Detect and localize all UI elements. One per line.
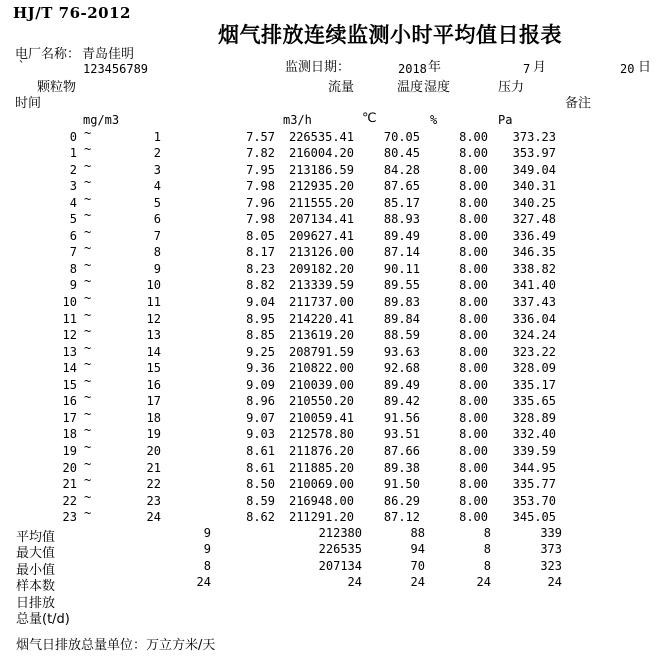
cell-to: 8 [153, 245, 161, 260]
table-row [0, 357, 656, 378]
cell-temp: 89.83 [383, 295, 420, 309]
range-separator: ~ [84, 175, 92, 190]
cell-flow: 216948.00 [288, 493, 354, 508]
cell-hum: 8.00 [459, 510, 488, 525]
cell-flow: 212578.80 [288, 427, 354, 442]
cell-from: 9 [69, 278, 77, 293]
standard-code: HJ/T 76-2012 [13, 4, 131, 22]
cell-to: 6 [153, 212, 161, 227]
cell-to: 20 [146, 443, 161, 458]
summary-row [0, 526, 656, 543]
cell-pm: 8.62 [246, 510, 275, 525]
plant-code: 123456789 [83, 62, 149, 76]
cell-pres: 335.77 [512, 477, 556, 492]
summary-cell-pm: 9 [203, 525, 211, 540]
cell-hum: 8.00 [459, 410, 488, 425]
cell-pres: 340.25 [512, 195, 556, 210]
range-separator: ~ [84, 439, 92, 454]
cell-pm: 8.23 [246, 261, 275, 276]
cell-pres: 340.31 [512, 179, 556, 194]
cell-temp: 70.05 [383, 129, 420, 144]
table-row [0, 307, 656, 329]
cell-pm: 7.98 [246, 179, 275, 194]
summary-cell-hum: 8 [483, 525, 491, 540]
cell-hum: 8.00 [459, 443, 488, 458]
summary-cell-hum: 8 [483, 542, 491, 557]
cell-pm: 7.98 [246, 212, 275, 227]
cell-flow: 213186.59 [288, 162, 354, 177]
cell-from: 17 [62, 410, 77, 425]
range-separator: ~ [84, 373, 92, 388]
table-row [0, 142, 656, 163]
stray-backtick: ` [18, 59, 26, 73]
cell-hum: 8.00 [459, 493, 488, 508]
table-row [0, 390, 656, 411]
summary-row [0, 608, 656, 628]
monitor-date-month: 7 [523, 62, 531, 76]
cell-from: 12 [62, 328, 77, 343]
cell-to: 2 [153, 146, 161, 161]
cell-temp: 89.84 [383, 311, 420, 326]
cell-flow: 210069.00 [288, 477, 354, 492]
plant-name-label: 电厂名称： [15, 47, 81, 62]
cell-to: 4 [153, 179, 161, 194]
monitor-date-label: 监测日期： [285, 60, 351, 75]
cell-flow: 211885.20 [288, 460, 354, 475]
cell-pm: 8.05 [246, 228, 275, 243]
cell-from: 6 [69, 228, 77, 243]
cell-pres: 344.95 [512, 460, 556, 475]
summary-cell-temp: 70 [410, 558, 425, 573]
cell-temp: 88.59 [383, 328, 420, 343]
cell-hum: 8.00 [459, 245, 488, 260]
monitor-date-month-unit: 月 [533, 60, 547, 75]
cell-pres: 332.40 [512, 427, 556, 442]
cell-flow: 211876.20 [288, 443, 354, 458]
cell-from: 18 [62, 427, 77, 442]
summary-cell-flow: 212380 [318, 525, 362, 540]
cell-pm: 7.82 [246, 146, 275, 161]
summary-cell-flow: 207134 [318, 558, 362, 573]
cell-hum: 8.00 [459, 278, 488, 293]
table-row [0, 274, 656, 295]
monitor-date-day-unit: 日 [638, 60, 652, 75]
cell-pm: 8.50 [246, 477, 275, 492]
cell-hum: 8.00 [459, 162, 488, 177]
table-row [0, 324, 656, 345]
cell-to: 15 [146, 361, 161, 376]
range-separator: ~ [84, 390, 92, 405]
summary-cell-temp: 24 [410, 575, 425, 590]
cell-hum: 8.00 [459, 179, 488, 194]
summary-cell-hum: 8 [483, 558, 491, 573]
plant-name-value: 青岛佳明 [82, 47, 135, 62]
cell-temp: 80.45 [383, 146, 420, 161]
cell-pm: 8.17 [246, 245, 275, 260]
range-separator: ~ [84, 340, 92, 355]
cell-flow: 212935.20 [288, 179, 354, 194]
cell-from: 7 [69, 245, 77, 260]
table-row [0, 208, 656, 229]
range-separator: ~ [84, 406, 92, 421]
cell-hum: 8.00 [459, 394, 488, 409]
cell-temp: 86.29 [383, 493, 420, 508]
cell-hum: 8.00 [459, 477, 488, 492]
summary-cell-pm: 9 [203, 542, 211, 557]
summary-row [0, 592, 656, 609]
cell-to: 14 [146, 344, 161, 359]
cell-flow: 213126.00 [288, 245, 354, 260]
cell-to: 22 [146, 477, 161, 492]
unit-humidity: % [430, 113, 438, 127]
table-row [0, 456, 656, 478]
cell-temp: 91.56 [383, 410, 420, 425]
unit-particulate: mg/m3 [83, 113, 120, 127]
cell-temp: 87.12 [383, 510, 420, 525]
cell-hum: 8.00 [459, 311, 488, 326]
table-row [0, 125, 656, 147]
table-row [0, 340, 656, 362]
cell-pm: 9.36 [246, 361, 275, 376]
cell-hum: 8.00 [459, 295, 488, 309]
range-separator: ~ [84, 241, 92, 256]
cell-pres: 328.09 [512, 361, 556, 376]
cell-temp: 89.55 [383, 278, 420, 293]
summary-label: 平均值 [16, 529, 56, 545]
cell-to: 11 [146, 295, 161, 309]
cell-flow: 209627.41 [288, 228, 354, 243]
column-header-flow: 流量 [328, 80, 355, 95]
cell-pres: 339.59 [512, 443, 556, 458]
unit-pressure: Pa [498, 113, 513, 127]
cell-pm: 8.61 [246, 443, 275, 458]
cell-hum: 8.00 [459, 146, 488, 161]
cell-temp: 89.38 [383, 460, 420, 475]
report-title: 烟气排放连续监测小时平均值日报表 [218, 23, 562, 47]
cell-flow: 214220.41 [288, 311, 354, 326]
cell-to: 13 [146, 328, 161, 343]
summary-label: 样本数 [16, 579, 56, 595]
range-separator: ~ [84, 357, 92, 372]
table-row [0, 257, 656, 279]
range-separator: ~ [84, 125, 92, 140]
cell-from: 13 [62, 344, 77, 359]
cell-flow: 211737.00 [288, 295, 354, 309]
cell-from: 8 [69, 261, 77, 276]
cell-pres: 327.48 [512, 212, 556, 227]
range-separator: ~ [84, 324, 92, 339]
cell-temp: 91.50 [383, 477, 420, 492]
cell-to: 18 [146, 410, 161, 425]
cell-from: 2 [69, 162, 77, 177]
cell-hum: 8.00 [459, 228, 488, 243]
cell-pm: 7.57 [246, 129, 275, 144]
cell-pres: 341.40 [512, 278, 556, 293]
summary-cell-flow: 24 [347, 575, 362, 590]
cell-to: 17 [146, 394, 161, 409]
range-separator: ~ [84, 274, 92, 289]
cell-flow: 213339.59 [288, 278, 354, 293]
cell-from: 20 [62, 460, 77, 475]
cell-hum: 8.00 [459, 261, 488, 276]
cell-from: 14 [62, 361, 77, 376]
cell-flow: 209182.20 [288, 261, 354, 276]
cell-to: 16 [146, 377, 161, 392]
cell-from: 3 [69, 179, 77, 194]
cell-pm: 8.61 [246, 460, 275, 475]
cell-pres: 323.22 [512, 344, 556, 359]
cell-to: 19 [146, 427, 161, 442]
cell-pres: 349.04 [512, 162, 556, 177]
cell-temp: 93.51 [383, 427, 420, 442]
cell-from: 10 [62, 295, 77, 309]
cell-pm: 9.09 [246, 377, 275, 392]
range-separator: ~ [84, 208, 92, 223]
cell-pm: 9.07 [246, 410, 275, 425]
range-separator: ~ [84, 291, 92, 305]
range-separator: ~ [84, 456, 92, 471]
range-separator: ~ [84, 506, 92, 521]
cell-hum: 8.00 [459, 328, 488, 343]
cell-pm: 8.96 [246, 394, 275, 409]
cell-temp: 92.68 [383, 361, 420, 376]
summary-cell-pm: 8 [203, 558, 211, 573]
cell-flow: 211555.20 [288, 195, 354, 210]
cell-to: 24 [146, 510, 161, 525]
summary-cell-temp: 88 [410, 525, 425, 540]
summary-row [0, 542, 656, 562]
cell-pm: 7.96 [246, 195, 275, 210]
cell-pres: 353.97 [512, 146, 556, 161]
table-row [0, 175, 656, 196]
summary-row [0, 559, 656, 576]
range-separator: ~ [84, 257, 92, 272]
cell-flow: 210822.00 [288, 361, 354, 376]
footer-note: 烟气日排放总量单位：万立方米/天 [16, 638, 216, 653]
summary-cell-pres: 339 [540, 525, 562, 540]
cell-pm: 9.04 [246, 295, 275, 309]
cell-from: 23 [62, 510, 77, 525]
cell-temp: 89.49 [383, 228, 420, 243]
monitor-date-year: 2018 [398, 62, 427, 76]
summary-label: 最小值 [16, 562, 56, 578]
range-separator: ~ [84, 142, 92, 157]
cell-from: 22 [62, 493, 77, 508]
cell-from: 11 [62, 311, 77, 326]
cell-hum: 8.00 [459, 361, 488, 376]
table-row [0, 423, 656, 444]
cell-hum: 8.00 [459, 427, 488, 442]
cell-temp: 87.14 [383, 245, 420, 260]
summary-cell-hum: 24 [476, 575, 491, 590]
cell-to: 1 [153, 129, 161, 144]
summary-cell-pm: 24 [196, 575, 211, 590]
summary-cell-pres: 373 [540, 542, 562, 557]
cell-to: 10 [146, 278, 161, 293]
cell-hum: 8.00 [459, 460, 488, 475]
cell-flow: 210039.00 [288, 377, 354, 392]
unit-temperature: ℃ [362, 111, 377, 126]
column-header-time: 时间 [15, 96, 42, 111]
summary-cell-pres: 323 [540, 558, 562, 573]
cell-to: 7 [153, 228, 161, 243]
summary-label: 日排放 [16, 595, 56, 611]
column-header-temperature: 温度 [397, 80, 424, 95]
column-header-humidity: 湿度 [424, 80, 451, 95]
cell-to: 12 [146, 311, 161, 326]
summary-cell-flow: 226535 [318, 542, 362, 557]
cell-flow: 216004.20 [288, 146, 354, 161]
cell-pm: 7.95 [246, 162, 275, 177]
cell-from: 4 [69, 195, 77, 210]
table-row [0, 241, 656, 262]
table-row [0, 473, 656, 494]
cell-from: 1 [69, 146, 77, 161]
cell-pres: 328.89 [512, 410, 556, 425]
cell-from: 16 [62, 394, 77, 409]
cell-pres: 324.24 [512, 328, 556, 343]
table-row [0, 373, 656, 395]
range-separator: ~ [84, 224, 92, 239]
summary-row [0, 575, 656, 595]
cell-from: 5 [69, 212, 77, 227]
summary-cell-pres: 24 [547, 575, 562, 590]
cell-to: 9 [153, 261, 161, 276]
cell-from: 15 [62, 377, 77, 392]
table-row [0, 291, 656, 312]
cell-temp: 84.28 [383, 162, 420, 177]
range-separator: ~ [84, 473, 92, 488]
cell-flow: 208791.59 [288, 344, 354, 359]
cell-to: 5 [153, 195, 161, 210]
table-row [0, 489, 656, 511]
table-row [0, 439, 656, 461]
column-header-pressure: 压力 [498, 80, 525, 95]
cell-pres: 335.65 [512, 394, 556, 409]
cell-flow: 226535.41 [288, 129, 354, 144]
table-row [0, 406, 656, 428]
cell-temp: 90.11 [383, 261, 420, 276]
cell-pres: 338.82 [512, 261, 556, 276]
cell-hum: 8.00 [459, 212, 488, 227]
cell-pm: 8.95 [246, 311, 275, 326]
summary-cell-temp: 94 [410, 542, 425, 557]
column-header-particulate: 颗粒物 [37, 80, 77, 95]
cell-pm: 8.59 [246, 493, 275, 508]
cell-hum: 8.00 [459, 195, 488, 210]
monitor-date-year-unit: 年 [428, 60, 442, 75]
unit-flow: m3/h [283, 113, 312, 127]
cell-to: 3 [153, 162, 161, 177]
cell-flow: 210059.41 [288, 410, 354, 425]
cell-pres: 336.04 [512, 311, 556, 326]
monitor-date-day: 20 [620, 62, 635, 76]
cell-temp: 87.65 [383, 179, 420, 194]
summary-label: 总量(t/d) [16, 612, 70, 628]
range-separator: ~ [84, 191, 92, 206]
cell-temp: 89.49 [383, 377, 420, 392]
cell-flow: 207134.41 [288, 212, 354, 227]
cell-pres: 336.49 [512, 228, 556, 243]
cell-pres: 346.35 [512, 245, 556, 260]
range-separator: ~ [84, 307, 92, 322]
cell-from: 19 [62, 443, 77, 458]
cell-flow: 211291.20 [288, 510, 354, 525]
cell-temp: 93.63 [383, 344, 420, 359]
cell-pres: 337.43 [512, 295, 556, 309]
cell-pres: 353.70 [512, 493, 556, 508]
cell-to: 23 [146, 493, 161, 508]
range-separator: ~ [84, 489, 92, 504]
cell-temp: 85.17 [383, 195, 420, 210]
summary-label: 最大值 [16, 546, 56, 562]
cell-from: 0 [69, 129, 77, 144]
cell-pres: 335.17 [512, 377, 556, 392]
cell-temp: 87.66 [383, 443, 420, 458]
cell-pm: 8.85 [246, 328, 275, 343]
table-row [0, 158, 656, 180]
cell-pres: 373.23 [512, 129, 556, 144]
cell-hum: 8.00 [459, 129, 488, 144]
cell-pm: 8.82 [246, 278, 275, 293]
table-row [0, 224, 656, 246]
cell-flow: 213619.20 [288, 328, 354, 343]
table-row [0, 191, 656, 213]
cell-pm: 9.03 [246, 427, 275, 442]
range-separator: ~ [84, 423, 92, 438]
cell-temp: 88.93 [383, 212, 420, 227]
cell-hum: 8.00 [459, 377, 488, 392]
cell-pm: 9.25 [246, 344, 275, 359]
cell-pres: 345.05 [512, 510, 556, 525]
cell-hum: 8.00 [459, 344, 488, 359]
cell-temp: 89.42 [383, 394, 420, 409]
range-separator: ~ [84, 158, 92, 173]
column-header-remark: 备注 [565, 96, 592, 111]
cell-flow: 210550.20 [288, 394, 354, 409]
cell-to: 21 [146, 460, 161, 475]
cell-from: 21 [62, 477, 77, 492]
